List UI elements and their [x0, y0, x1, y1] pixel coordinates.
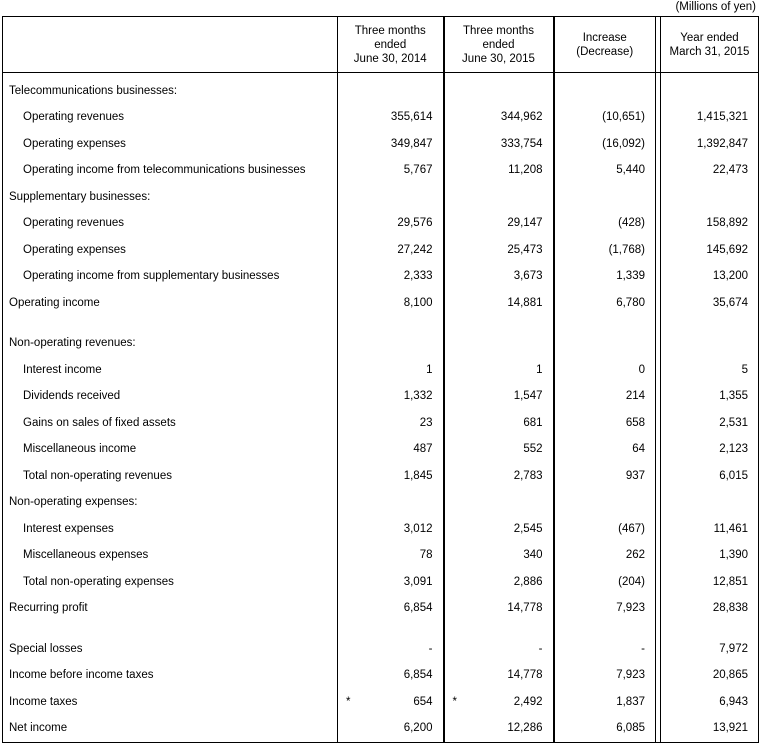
cell-three-months-2014	[338, 689, 444, 716]
table-row	[3, 715, 759, 742]
cell-value: 8,100	[403, 296, 433, 309]
cell-value: 2,123	[719, 443, 748, 455]
cell-three-months-2014	[338, 662, 444, 689]
cell-three-months-2014	[338, 330, 444, 357]
cell-value: 340	[523, 549, 543, 561]
table-row	[3, 463, 759, 490]
row-label: Operating income	[9, 296, 100, 309]
cell-value: 6,015	[719, 469, 748, 482]
table-row	[3, 516, 759, 543]
cell-increase-decrease	[554, 263, 656, 290]
table-spacer-cell	[554, 316, 656, 330]
cell-three-months-2014	[338, 489, 444, 516]
cell-three-months-2014	[338, 636, 444, 663]
cell-value: 333,754	[500, 137, 543, 150]
table-row	[3, 410, 759, 437]
cell-value: 35,674	[712, 296, 748, 309]
cell-increase-decrease	[554, 662, 656, 689]
cell-three-months-2014	[338, 184, 444, 211]
table-row	[3, 689, 759, 716]
cell-three-months-2014	[338, 595, 444, 622]
cell-three-months-2014	[338, 715, 444, 742]
cell-increase-decrease	[554, 131, 656, 158]
table-row	[3, 330, 759, 357]
cell-value: 5,440	[616, 164, 645, 176]
header-col-increase-line2: (Decrease)	[576, 45, 634, 58]
table-spacer-cell	[444, 622, 554, 636]
table-row	[3, 290, 759, 317]
cell-value: (204)	[618, 575, 645, 588]
cell-value: 14,778	[507, 602, 543, 614]
table-row	[3, 210, 759, 237]
cell-value: 6,943	[719, 695, 748, 708]
cell-value: 937	[625, 469, 645, 482]
cell-value: 13,921	[712, 722, 748, 734]
table-body	[3, 73, 759, 743]
cell-year-ended	[661, 357, 759, 384]
row-label: Operating revenues	[23, 217, 125, 229]
table-spacer-cell	[554, 622, 656, 636]
cell-value: 14,778	[507, 669, 543, 681]
cell-three-months-2014	[338, 383, 444, 410]
cell-increase-decrease	[554, 383, 656, 410]
row-label: Income taxes	[9, 695, 78, 708]
row-label: Operating income from supplementary businesses	[23, 270, 280, 282]
cell-three-months-2015	[444, 542, 554, 569]
cell-year-ended	[661, 290, 759, 317]
table-spacer-cell	[3, 316, 338, 330]
cell-value: 1	[536, 363, 543, 376]
row-label: Operating expenses	[23, 137, 126, 150]
cell-year-ended	[661, 489, 759, 516]
header-col-increase-decrease	[554, 17, 656, 73]
cell-value: 1,837	[616, 695, 645, 708]
cell-year-ended	[661, 330, 759, 357]
cell-value: 2,492	[513, 695, 543, 708]
table-row	[3, 263, 759, 290]
row-label: Miscellaneous income	[23, 443, 137, 455]
header-col-year-line1: Year ended	[680, 31, 739, 44]
cell-value: -	[428, 642, 433, 655]
cell-value: -	[538, 642, 543, 655]
cell-three-months-2015	[444, 131, 554, 158]
cell-value: 2,886	[513, 575, 543, 588]
cell-three-months-2015	[444, 237, 554, 264]
table-row	[3, 542, 759, 569]
row-label: Total non-operating revenues	[23, 469, 172, 482]
cell-year-ended	[661, 595, 759, 622]
cell-three-months-2015	[444, 662, 554, 689]
cell-value: 1,845	[403, 469, 433, 482]
cell-value: 7,923	[616, 602, 645, 614]
cell-increase-decrease	[554, 542, 656, 569]
cell-increase-decrease	[554, 595, 656, 622]
income-statement-table-wrap	[2, 16, 758, 743]
cell-year-ended	[661, 383, 759, 410]
table-row	[3, 104, 759, 131]
cell-value: 487	[413, 443, 433, 455]
cell-year-ended	[661, 516, 759, 543]
cell-increase-decrease	[554, 357, 656, 384]
cell-three-months-2015	[444, 104, 554, 131]
cell-value: 1,355	[719, 390, 748, 402]
row-label: Operating income from telecommunications businesses	[23, 164, 306, 176]
cell-year-ended	[661, 104, 759, 131]
row-label: Non-operating revenues:	[9, 337, 136, 349]
row-label: Dividends received	[23, 390, 121, 402]
cell-three-months-2015	[444, 715, 554, 742]
cell-increase-decrease	[554, 184, 656, 211]
table-row	[3, 357, 759, 384]
cell-increase-decrease	[554, 330, 656, 357]
cell-three-months-2015	[444, 489, 554, 516]
cell-value: 654	[413, 695, 433, 708]
cell-increase-decrease	[554, 689, 656, 716]
cell-value: 29,576	[397, 217, 433, 229]
cell-value: 1,392,847	[696, 137, 748, 150]
table-spacer-cell	[444, 316, 554, 330]
table-spacer-cell	[661, 622, 759, 636]
cell-year-ended	[661, 237, 759, 264]
cell-value: 0	[638, 363, 645, 376]
cell-value: 214	[625, 390, 645, 402]
cell-three-months-2015	[444, 410, 554, 437]
row-label: Operating revenues	[23, 111, 125, 123]
cell-three-months-2014	[338, 263, 444, 290]
cell-increase-decrease	[554, 104, 656, 131]
cell-value: 14,881	[507, 296, 543, 309]
cell-increase-decrease	[554, 410, 656, 437]
cell-three-months-2014	[338, 290, 444, 317]
cell-value: 355,614	[390, 111, 433, 123]
cell-three-months-2015	[444, 595, 554, 622]
cell-three-months-2014	[338, 104, 444, 131]
cell-increase-decrease	[554, 436, 656, 463]
cell-value: 552	[523, 443, 543, 455]
row-label: Income before income taxes	[9, 669, 154, 681]
row-label: Gains on sales of fixed assets	[23, 416, 176, 429]
cell-increase-decrease	[554, 463, 656, 490]
cell-three-months-2015	[444, 436, 554, 463]
cell-year-ended	[661, 410, 759, 437]
cell-three-months-2015	[444, 636, 554, 663]
cell-value: 23	[419, 416, 433, 429]
cell-three-months-2015	[444, 357, 554, 384]
cell-value: 1	[426, 363, 433, 376]
cell-three-months-2014	[338, 131, 444, 158]
cell-three-months-2014	[338, 78, 444, 105]
cell-value: 6,780	[616, 296, 645, 309]
row-label: Total non-operating expenses	[23, 575, 174, 588]
table-spacer-cell	[338, 622, 444, 636]
cell-increase-decrease	[554, 237, 656, 264]
cell-year-ended	[661, 131, 759, 158]
cell-three-months-2015	[444, 157, 554, 184]
cell-year-ended	[661, 636, 759, 663]
cell-value: 12,851	[712, 575, 748, 588]
cell-value: -	[641, 642, 645, 655]
cell-year-ended	[661, 715, 759, 742]
table-row	[3, 636, 759, 663]
cell-increase-decrease	[554, 290, 656, 317]
cell-year-ended	[661, 662, 759, 689]
cell-three-months-2015	[444, 184, 554, 211]
cell-value: 1,390	[719, 549, 748, 561]
cell-year-ended	[661, 184, 759, 211]
cell-year-ended	[661, 436, 759, 463]
header-col-2014	[338, 17, 444, 73]
row-label: Interest income	[23, 363, 102, 376]
row-label: Special losses	[9, 642, 83, 655]
cell-value: 3,091	[403, 575, 433, 588]
cell-three-months-2014	[338, 157, 444, 184]
cell-value: 2,545	[513, 522, 543, 535]
units-note: (Millions of yen)	[675, 1, 756, 13]
cell-value: 13,200	[712, 270, 748, 282]
cell-value: 2,783	[513, 469, 543, 482]
cell-three-months-2015	[444, 516, 554, 543]
cell-year-ended	[661, 689, 759, 716]
cell-three-months-2014	[338, 210, 444, 237]
cell-value: 27,242	[397, 243, 433, 256]
table-row	[3, 489, 759, 516]
cell-value: 158,892	[706, 217, 748, 229]
cell-three-months-2015	[444, 290, 554, 317]
table-row	[3, 569, 759, 596]
cell-increase-decrease	[554, 210, 656, 237]
row-label: Non-operating expenses:	[9, 496, 138, 508]
cell-three-months-2014	[338, 436, 444, 463]
cell-increase-decrease	[554, 157, 656, 184]
footnote-asterisk: *	[346, 695, 351, 708]
cell-value: 3,673	[513, 270, 543, 282]
cell-value: 6,854	[403, 602, 433, 614]
cell-year-ended	[661, 157, 759, 184]
table-row	[3, 184, 759, 211]
header-col-year-ended	[661, 17, 759, 73]
cell-value: 7,923	[616, 669, 645, 681]
table-row	[3, 383, 759, 410]
cell-value: 11,461	[713, 522, 748, 535]
cell-value: (10,651)	[602, 111, 645, 123]
cell-value: 64	[632, 443, 645, 455]
cell-three-months-2014	[338, 237, 444, 264]
cell-increase-decrease	[554, 715, 656, 742]
cell-three-months-2014	[338, 410, 444, 437]
header-col-increase-line1: Increase	[582, 31, 627, 44]
cell-value: 681	[523, 416, 543, 429]
row-label: Net income	[9, 722, 68, 734]
table-header-row	[3, 17, 759, 73]
cell-three-months-2015	[444, 330, 554, 357]
table-spacer-cell	[3, 622, 338, 636]
cell-three-months-2015	[444, 383, 554, 410]
cell-value: 1,332	[403, 390, 433, 402]
table-spacer-row	[3, 316, 759, 330]
row-label: Miscellaneous expenses	[23, 549, 149, 561]
table-spacer-cell	[661, 316, 759, 330]
cell-year-ended	[661, 542, 759, 569]
cell-value: 349,847	[390, 137, 433, 150]
cell-value: 28,838	[712, 602, 748, 614]
cell-year-ended	[661, 210, 759, 237]
cell-value: 1,415,321	[696, 111, 748, 123]
cell-value: 344,962	[500, 111, 543, 123]
cell-increase-decrease	[554, 516, 656, 543]
table-spacer-row	[3, 622, 759, 636]
header-col-2015-line1: Three months ended	[463, 24, 534, 51]
income-statement-table	[2, 16, 759, 743]
cell-year-ended	[661, 463, 759, 490]
cell-value: 3,012	[403, 522, 433, 535]
row-label: Operating expenses	[23, 243, 126, 256]
table-row	[3, 237, 759, 264]
cell-increase-decrease	[554, 489, 656, 516]
cell-value: (16,092)	[602, 137, 645, 150]
cell-value: 12,286	[507, 722, 543, 734]
cell-three-months-2014	[338, 463, 444, 490]
cell-value: 145,692	[706, 243, 748, 256]
footnote-asterisk: *	[452, 695, 457, 708]
table-spacer-cell	[338, 316, 444, 330]
cell-value: 6,854	[403, 669, 433, 681]
cell-value: 5	[741, 363, 748, 376]
cell-value: (1,768)	[608, 243, 645, 256]
cell-value: 11,208	[508, 164, 543, 176]
header-col-2015-line2: June 30, 2015	[462, 52, 535, 65]
row-label: Recurring profit	[9, 602, 88, 614]
table-row	[3, 157, 759, 184]
table-row	[3, 131, 759, 158]
cell-value: 78	[419, 549, 433, 561]
table-row	[3, 662, 759, 689]
cell-value: 6,085	[616, 722, 645, 734]
cell-value: 2,531	[719, 416, 748, 429]
cell-value: (467)	[618, 522, 645, 535]
cell-increase-decrease	[554, 78, 656, 105]
table-row	[3, 436, 759, 463]
header-col-year-line2: March 31, 2015	[669, 45, 750, 58]
cell-three-months-2015	[444, 569, 554, 596]
row-label: Interest expenses	[23, 522, 114, 535]
cell-value: 22,473	[712, 164, 748, 176]
header-label-column	[3, 17, 338, 73]
cell-increase-decrease	[554, 569, 656, 596]
cell-value: 20,865	[712, 669, 748, 681]
cell-year-ended	[661, 263, 759, 290]
cell-three-months-2015	[444, 78, 554, 105]
cell-three-months-2015	[444, 210, 554, 237]
cell-three-months-2014	[338, 357, 444, 384]
table-row	[3, 78, 759, 105]
cell-three-months-2015	[444, 263, 554, 290]
row-label: Supplementary businesses:	[9, 190, 151, 203]
header-col-2015	[444, 17, 554, 73]
cell-value: 1,339	[616, 270, 645, 282]
header-col-2014-line2: June 30, 2014	[353, 52, 427, 65]
cell-value: (428)	[618, 217, 645, 229]
cell-three-months-2015	[444, 689, 554, 716]
cell-value: 2,333	[403, 270, 433, 282]
cell-value: 5,767	[403, 164, 433, 176]
cell-three-months-2014	[338, 542, 444, 569]
cell-value: 6,200	[403, 722, 433, 734]
cell-value: 262	[625, 549, 645, 561]
cell-year-ended	[661, 569, 759, 596]
cell-value: 7,972	[719, 642, 748, 655]
row-label: Telecommunications businesses:	[9, 84, 178, 97]
cell-value: 29,147	[507, 217, 543, 229]
cell-value: 1,547	[513, 390, 543, 402]
cell-increase-decrease	[554, 636, 656, 663]
header-col-2014-line1: Three months ended	[354, 24, 426, 51]
cell-three-months-2015	[444, 463, 554, 490]
cell-value: 658	[625, 416, 645, 429]
cell-three-months-2014	[338, 516, 444, 543]
cell-three-months-2014	[338, 569, 444, 596]
cell-value: 25,473	[507, 243, 543, 256]
cell-year-ended	[661, 78, 759, 105]
table-row	[3, 595, 759, 622]
